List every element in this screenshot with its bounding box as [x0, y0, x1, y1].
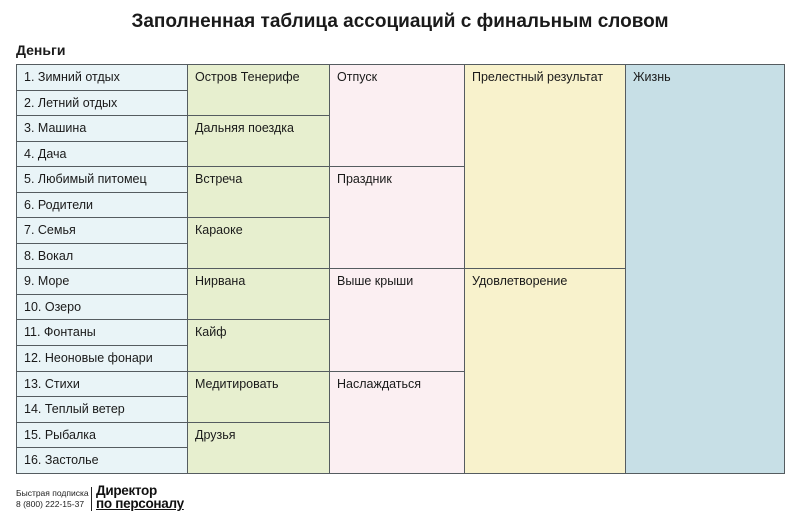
cell-col2: Встреча — [188, 167, 330, 218]
cell-col2: Кайф — [188, 320, 330, 371]
subscribe-info — [16, 488, 89, 510]
subscribe-phone[interactable]: 8 (800) 222-15-37 — [16, 499, 85, 509]
page-title: Заполненная таблица ассоциаций с финальным словом — [131, 11, 669, 32]
footer-divider — [91, 487, 92, 511]
cell-col4: Прелестный результат — [465, 65, 626, 269]
cell-col2: Дальняя поездка — [188, 116, 330, 167]
cell-col1: 14. Теплый ветер — [17, 397, 188, 423]
cell-col1: 10. Озеро — [17, 294, 188, 320]
cell-col3: Наслаждаться — [330, 371, 465, 473]
cell-col3: Праздник — [330, 167, 465, 269]
cell-col1: 15. Рыбалка — [17, 422, 188, 448]
cell-col1: 7. Семья — [17, 218, 188, 244]
cell-col2: Остров Тенерифе — [188, 65, 330, 116]
subscribe-label: Быстрая подписка — [16, 488, 89, 498]
cell-col5-final: Жизнь — [626, 65, 785, 474]
cell-col1: 2. Летний отдых — [17, 90, 188, 116]
cell-col2: Медитировать — [188, 371, 330, 422]
cell-col1: 12. Неоновые фонари — [17, 346, 188, 372]
table-row — [17, 65, 785, 91]
brand-logo[interactable] — [96, 484, 184, 510]
cell-col1: 9. Море — [17, 269, 188, 295]
cell-col1: 5. Любимый питомец — [17, 167, 188, 193]
cell-col1: 1. Зимний отдых — [17, 65, 188, 91]
cell-col2: Нирвана — [188, 269, 330, 320]
cell-col3: Отпуск — [330, 65, 465, 167]
logo-line1: Директор — [96, 483, 157, 498]
logo-line2: по персоналу — [96, 496, 184, 511]
cell-col1: 16. Застолье — [17, 448, 188, 474]
cell-col1: 3. Машина — [17, 116, 188, 142]
cell-col1: 11. Фонтаны — [17, 320, 188, 346]
cell-col1: 13. Стихи — [17, 371, 188, 397]
cell-col4: Удовлетворение — [465, 269, 626, 473]
cell-col2: Друзья — [188, 422, 330, 473]
cell-col3: Выше крыши — [330, 269, 465, 371]
table-subtitle: Деньги — [16, 42, 66, 58]
association-table — [16, 64, 785, 474]
cell-col1: 6. Родители — [17, 192, 188, 218]
cell-col1: 4. Дача — [17, 141, 188, 167]
cell-col1: 8. Вокал — [17, 243, 188, 269]
cell-col2: Караоке — [188, 218, 330, 269]
